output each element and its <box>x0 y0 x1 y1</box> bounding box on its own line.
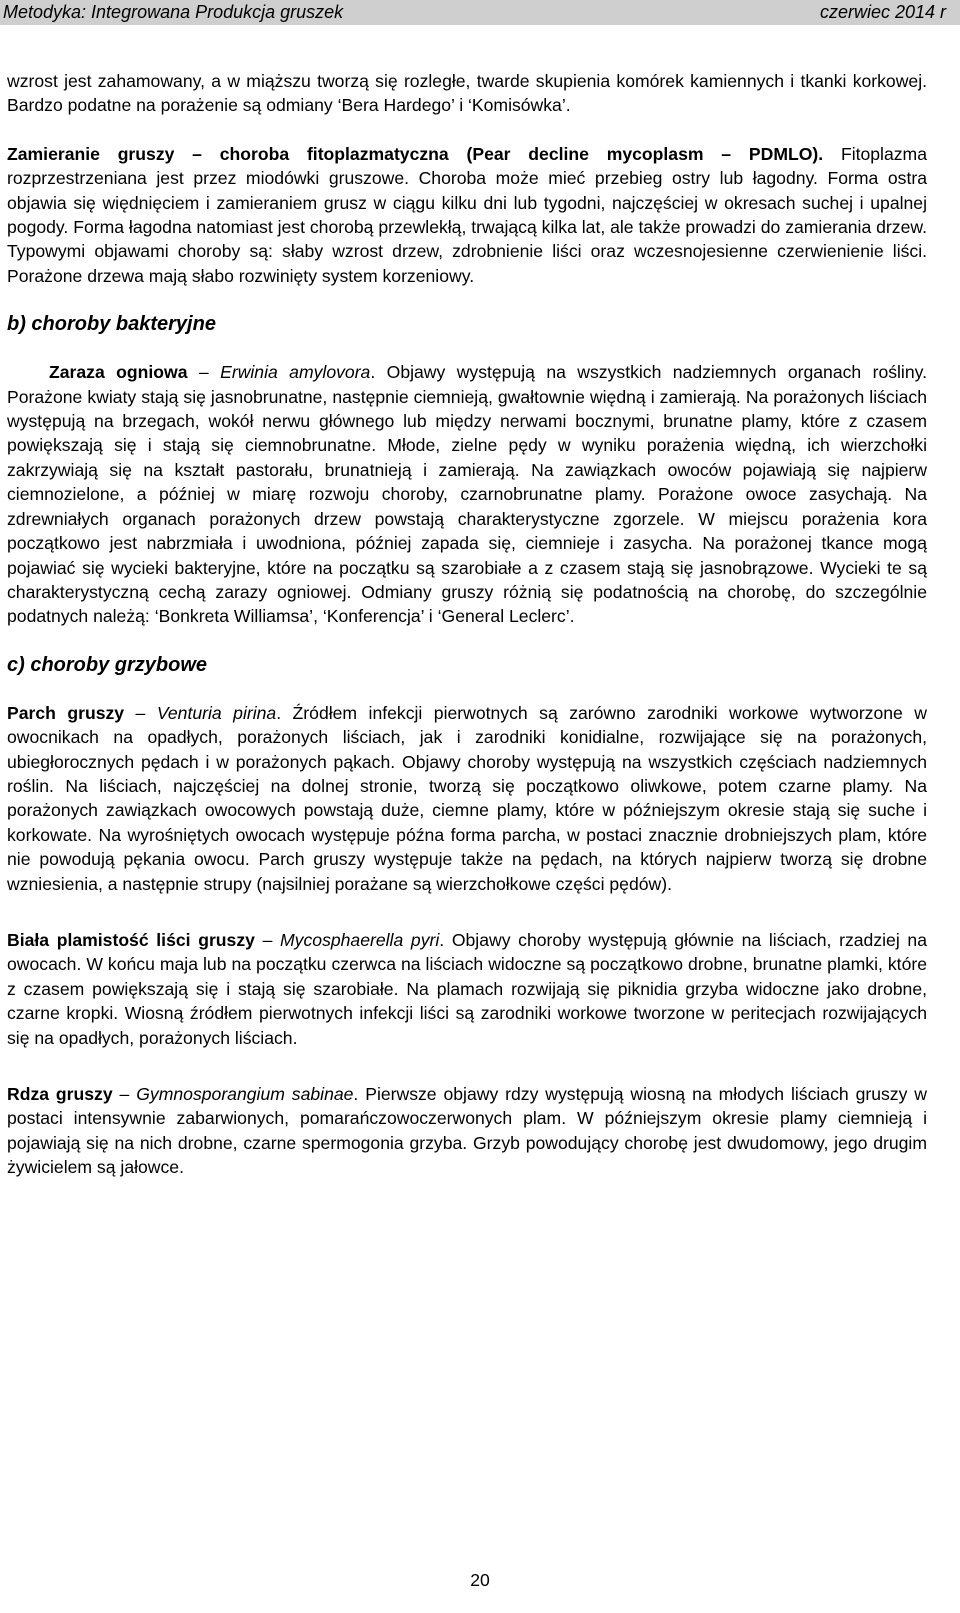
pdmlo-term: Zamieranie gruszy – choroba fitoplazmatyczna (Pear decline mycoplasm – PDMLO). <box>7 143 824 164</box>
intro-paragraph <box>7 69 927 118</box>
leaf-spot-latin: Mycosphaerella pyri <box>280 929 440 950</box>
rust-paragraph <box>7 1082 927 1180</box>
pdmlo-text: Fitoplazma rozprzestrzeniana jest przez miodówki gruszowe. Choroba może mieć przebieg ostry lub łagodny. Forma ostra objawia się więdnięciem i zamieraniem grusz w ciągu kilku dni lub tygodni, najczęściej w okresach suchej i upalnej pogody. Forma łagodna natomiast jest chorobą przewlekłą, trwającą kilka lat, ale także prowadzi do zamierania drzew. Typowymi objawami choroby są: słaby wzrost drzew, zdrobnienie liści oraz wczesnojesienne czerwienienie liści. Porażone drzewa mają słabo rozwinięty system korzeniowy. <box>7 143 927 286</box>
page-header <box>0 0 960 25</box>
scab-paragraph <box>7 701 927 896</box>
fire-blight-text: . Objawy występują na wszystkich nadziemnych organach rośliny. Porażone kwiaty stają się jasnobrunatne, następnie ciemnieją, gwałtownie więdną i zamierają. Na porażonych liściach występują na brzegach, wokół nerwu głównego lub między nerwami bocznymi, brunatne plamy, które z czasem powiększają się i stają się ciemnobrunatne. Młode, zielne pędy w wyniku porażenia więdną, ich wierzchołki zakrzywiają się na kształt pastorału, brunatnieją i zamierają. Na zawiązkach owoców pojawiają się najpierw ciemnozielone, a później w miarę rozwoju choroby, czarnobrunatne plamy. Porażone owoce zasychają. Na zdrewniałych organach porażonych drzew powstają charakterystyczne zgorzele. W miejscu porażenia kora początkowo jest nabrzmiała i uwodniona, później zapada się, ciemnieje i zasycha. Na porażonej tkance mogą pojawiać się wycieki bakteryjne, które na początku są szarobiałe a z czasem stają się jasnobrązowe. Wycieki te są charakterystyczną cechą zarazy ogniowej. Odmiany gruszy różnią się podatnością na chorobę, do szczególnie podatnych należą: ‘Bonkreta Williamsa’, ‘Konferencja’ i ‘General Leclerc’. <box>7 362 928 627</box>
rust-dash: – <box>112 1084 137 1104</box>
section-b-heading: b) choroby bakteryjne <box>7 313 216 336</box>
scab-latin: Venturia pirina <box>156 702 277 723</box>
fire-blight-dash: – <box>187 362 221 383</box>
fire-blight-latin: Erwinia amylovora <box>220 362 371 383</box>
section-c-heading: c) choroby grzybowe <box>7 653 208 676</box>
rust-latin: Gymnosporangium sabinae <box>136 1084 354 1104</box>
leaf-spot-dash: – <box>254 929 281 950</box>
scab-term: Parch gruszy <box>7 702 125 723</box>
rust-text: . Pierwsze objawy rdzy występują wiosną na młodych liściach gruszy w postaci intensywnie zabarwionych, pomarańczowoczerwonych plam. W późniejszym okresie plamy ciemnieją i pojawiają się na nich drobne, czarne spermogonia grzyba. Grzyb powodujący chorobę jest dwudomowy, jego drugim żywicielem są jałowce. <box>7 1084 927 1178</box>
rust-term: Rdza gruszy <box>7 1084 113 1104</box>
pdmlo-paragraph <box>7 142 927 288</box>
scab-dash: – <box>124 702 157 723</box>
document-title: Metodyka: Integrowana Produkcja gruszek <box>3 2 344 22</box>
leaf-spot-text: . Objawy choroby występują głównie na liściach, rzadziej na owocach. W końcu maja lub na początku czerwca na liściach widoczne są początkowo drobne, brunatne plamki, które z czasem powiększają się i stają się szarobiałe. Na plamach rozwijają się piknidia grzyba widoczne jako drobne, czarne kropki. Wiosną źródłem pierwotnych infekcji liści są zarodniki workowe tworzone w peritecjach rozwijających się na opadłych, porażonych liściach. <box>7 929 927 1048</box>
intro-text: wzrost jest zahamowany, a w miąższu tworzą się rozległe, twarde skupienia komórek kamiennych i tkanki korkowej. Bardzo podatne na porażenie są odmiany ‘Bera Hardego’ i ‘Komisówka’. <box>7 71 927 116</box>
page-number: 20 <box>470 1570 490 1590</box>
fire-blight-paragraph <box>7 360 927 628</box>
leaf-spot-term: Biała plamistość liści gruszy <box>7 929 255 950</box>
page-content <box>7 69 927 1180</box>
fire-blight-term: Zaraza ogniowa <box>49 362 188 383</box>
leaf-spot-paragraph <box>7 928 927 1050</box>
scab-text: . Źródłem infekcji pierwotnych są zarówno zarodniki workowe wytworzone w owocnikach na opadłych, porażonych liściach, jak i zarodniki konidialne, rozwijające się na porażonych, ubiegłorocznych pędach i w porażonych pąkach. Objawy choroby występują na wszystkich częściach nadziemnych roślin. Na liściach, najczęściej na dolnej stronie, tworzą się początkowo oliwkowe, potem czarne plamy. Na porażonych zawiązkach owocowych powstają duże, ciemne plamy, które w późniejszym okresie stają się suche i korkowate. Na wyrośniętych owocach występuje późna forma parcha, w postaci znacznie drobniejszych plam, które nie powodują pękania owocu. Parch gruszy występuje także na pędach, na których najpierw tworzą się drobne wzniesienia, a następnie strupy (najsilniej porażane są wierzchołkowe części pędów). <box>7 702 928 894</box>
document-date: czerwiec 2014 r <box>819 2 946 22</box>
